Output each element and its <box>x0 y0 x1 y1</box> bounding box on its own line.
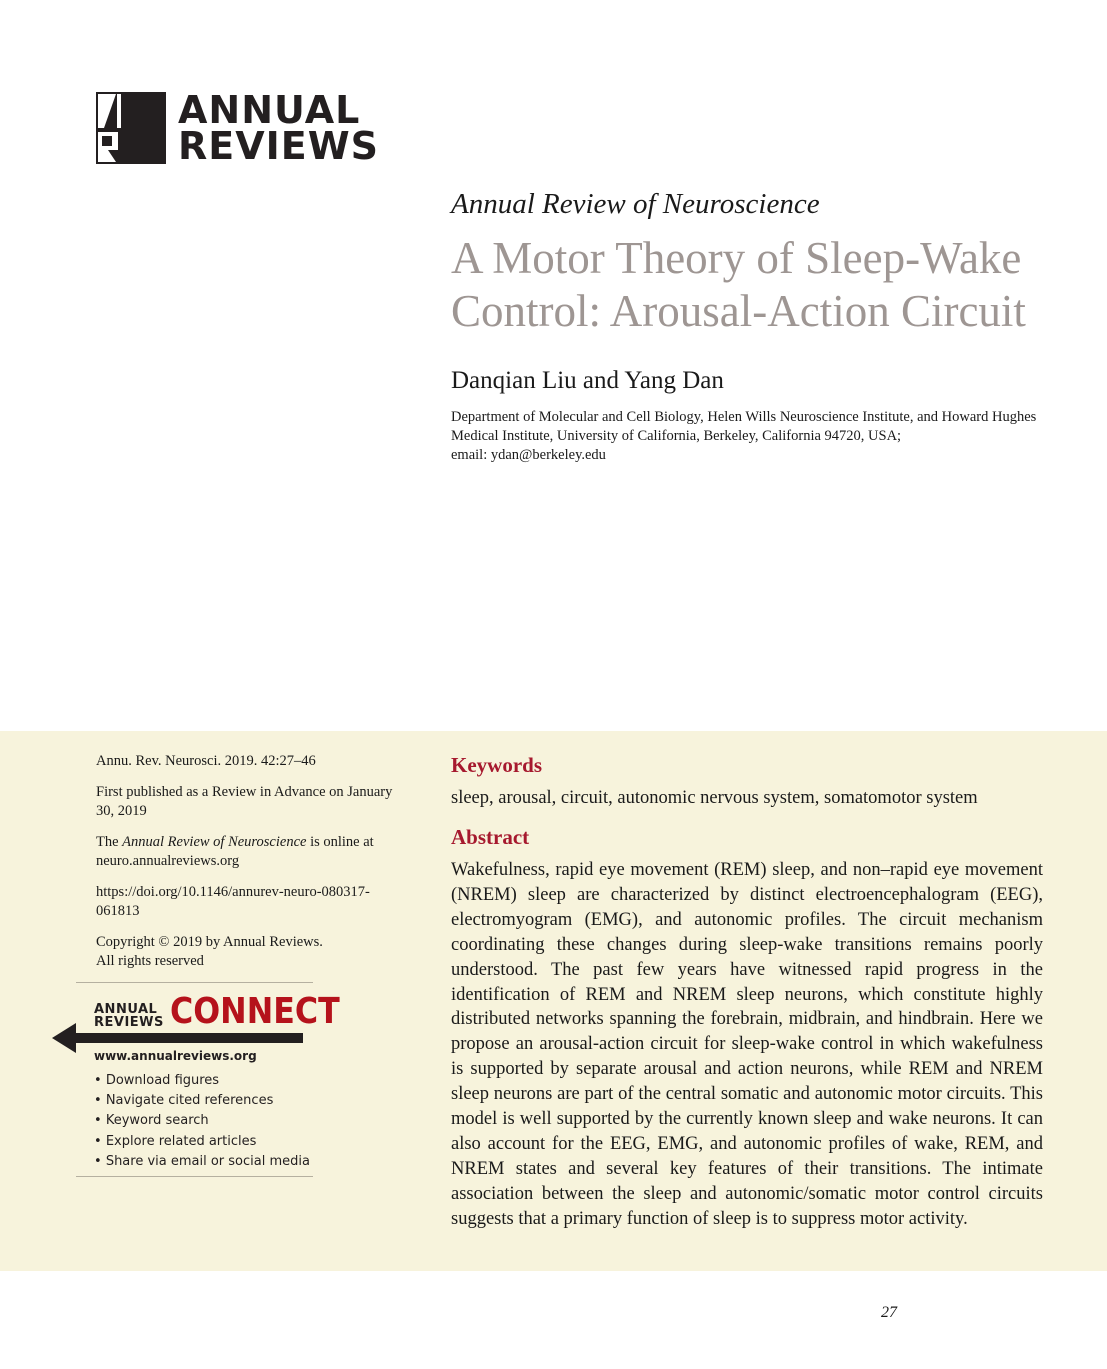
connect-title: CONNECT <box>169 991 340 1032</box>
citation: Annu. Rev. Neurosci. 2019. 42:27–46 <box>96 753 316 769</box>
affiliation-text: Department of Molecular and Cell Biology, Helen Wills Neuroscience Institute, and Howard Hughes Medical Institute, University of California, Berkeley, California 94720, USA; <box>451 409 1037 444</box>
title-block <box>451 186 1061 465</box>
copyright <box>96 933 406 971</box>
copyright-line: Copyright © 2019 by Annual Reviews. <box>96 934 323 950</box>
rights-line: All rights reserved <box>96 953 204 969</box>
page-number: 27 <box>881 1304 897 1321</box>
connect-heading <box>94 991 363 1032</box>
contact-email[interactable]: email: ydan@berkeley.edu <box>451 447 606 463</box>
connect-small-annual: ANNUAL <box>94 1002 158 1017</box>
connect-feature: • Explore related articles <box>94 1132 310 1152</box>
annual-reviews-logo <box>96 88 380 168</box>
abstract-text: Wakefulness, rapid eye movement (REM) sleep, and non–rapid eye movement (NREM) sleep are characterized by distinct electroencephalogram (EEG), electromyogram (EMG), and autonomic profiles. The circuit mechanism coordinating these changes during sleep-wake transitions remains poorly understood. The past few years have witnessed rapid progress in the identification of REM and NREM sleep neurons, which constitute highly distributed networks spanning the forebrain, midbrain, and hindbrain. Here we propose an arousal-action circuit for sleep-wake control in which wakefulness is supported by separate arousal and action neurons, while REM and NREM sleep neurons are part of the central somatic and autonomic motor circuits. This model is well supported by the currently known sleep and wake neurons. It can also account for the EEG, EMG, and autonomic profiles of wake, REM, and NREM states and several key features of their transitions. The intimate association between the sleep and autonomic/somatic motor control circuits suggests that a primary function of sleep is to suppress motor activity. <box>451 860 1043 1229</box>
first-published: First published as a Review in Advance on January 30, 2019 <box>96 784 393 819</box>
online-at <box>96 833 406 871</box>
keywords-abstract <box>451 752 1043 1232</box>
citation-meta <box>96 752 406 971</box>
connect-url[interactable]: www.annualreviews.org <box>94 1049 257 1063</box>
online-prefix: The <box>96 834 123 850</box>
keywords-heading: Keywords <box>451 753 542 777</box>
ar-logo-mark-icon <box>96 92 166 164</box>
journal-name: Annual Review of Neuroscience <box>451 188 820 220</box>
connect-feature: • Keyword search <box>94 1111 310 1131</box>
author-list: Danqian Liu and Yang Dan <box>451 367 724 394</box>
doi-link[interactable]: https://doi.org/10.1146/annurev-neuro-080317-061813 <box>96 884 370 919</box>
keywords-text: sleep, arousal, circuit, autonomic nervous system, somatomotor system <box>451 788 978 808</box>
connect-small-label <box>94 1003 164 1029</box>
logo-wordmark <box>178 88 380 168</box>
connect-feature-list <box>94 1071 310 1172</box>
connect-feature: • Share via email or social media <box>94 1152 310 1172</box>
logo-line-reviews: REVIEWS <box>178 124 380 168</box>
online-suffix[interactable]: is online at neuro.annualreviews.org <box>96 834 374 869</box>
connect-box <box>76 982 340 1177</box>
logo-line-annual: ANNUAL <box>178 88 361 132</box>
abstract-heading: Abstract <box>451 825 530 849</box>
online-journal: Annual Review of Neuroscience <box>122 834 307 850</box>
connect-small-reviews: REVIEWS <box>94 1015 164 1030</box>
connect-feature: • Download figures <box>94 1071 310 1091</box>
connect-feature: • Navigate cited references <box>94 1091 310 1111</box>
affiliation <box>451 408 1061 465</box>
article-title: A Motor Theory of Sleep-Wake Control: Arousal-Action Circuit <box>451 233 1026 336</box>
